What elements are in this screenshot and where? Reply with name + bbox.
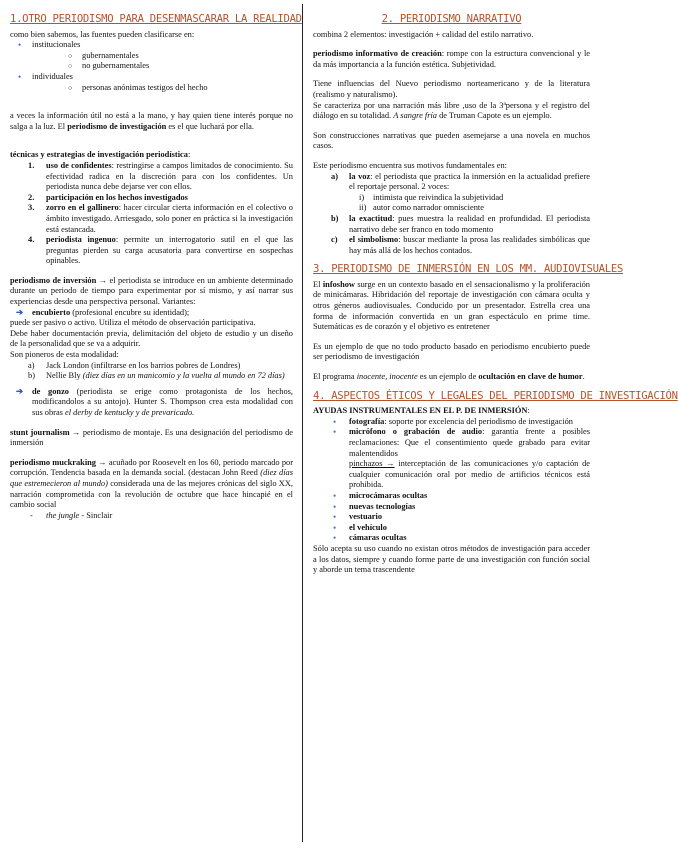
list-item: 1. uso de confidentes: restringirse a campos limitados de conocimiento. Su efectividad radica en la discreción para con los confidentes. Un periodista nunca debe dejarse ver con ellos. [28,160,293,192]
paragraph: combina 2 elementos: investigación + calidad del estilo narrativo. [313,29,534,39]
section-title-1: 1.OTRO PERIODISMO PARA DESENMASCARAR LA REALIDAD [10,13,302,25]
list-item: b) Nellie Bly (diez días en un manicomio y la vuelta al mundo en 72 días) [28,371,285,381]
list-item: • institucionales [10,40,293,51]
aids-heading: AYUDAS INSTRUMENTALES EN EL P. DE INMERSIÓN: [313,406,530,416]
paragraph: Este periodismo encuentra sus motivos fundamentales en: [313,160,507,170]
list-item: i) intimista que reivindica la subjetividad [359,192,504,202]
list-item: • microcámaras ocultas [313,491,590,502]
list-item: 3. zorro en el gallinero: hacer circular cierta información en el colectivo o ámbito investigado. Arriesgado, solo poner en práctica si la investigación está estancada. [28,203,293,234]
paragraph: Son pioneros de esta modalidad: [10,350,119,360]
list-item: • cámaras ocultas [313,533,590,544]
list-item: • micrófono o grabación de audio: garantía frente a posibles reclamaciones: Que el consentimiento quede grabado para evitar malentendidos [313,427,590,459]
section-title-4: 4. ASPECTOS ÉTICOS Y LEGALES DEL PERIODISMO DE INVESTIGACIÓN [313,389,678,402]
paragraph: puede ser pasivo o activo. Utiliza el método de observación participativa. [10,318,256,328]
left-column [10,6,302,521]
paragraph: El infoshow surge en un contexto basado en el sensacionalismo y la proliferación de minicámaras. Hibridación del reportaje de investigación con cámara oculta y otros géneros audiovisuales. Conducido por un presentador. Estrella crea una forma de información convertida en un gran espectáculo en prime time. Sutemáticas es de corazón y el objetivo es entretener [313,279,590,332]
paragraph: Es un ejemplo de que no todo producto basado en periodismo encubierto puede ser periodismo de investigación [313,341,590,362]
list-item: b) la exactitud: pues muestra la realidad en profundidad. El periodista narrativo debe ser franco en todo momento [331,213,591,234]
list-item: c) el simbolismo: buscar mediante la prosa las realidades simbólicas que hay más allá de los hechos contados. [331,235,591,255]
list-item: - the jungle - Sinclair [30,510,113,520]
section-title-3: 3. PERIODISMO DE INMERSIÓN EN LOS MM. AUDIOVISUALES [313,263,623,276]
list-item: ii) autor como narrador omnisciente [359,203,484,213]
list-item: pinchazos → interceptación de las comunicaciones y/o captación de cualquier comunicación oral por medio de artificios técnicos está prohibida. [349,459,590,490]
paragraph: Son construcciones narrativas que pueden asemejarse a una novela en muchos casos. [313,130,590,151]
list-item: • vestuario [313,512,590,523]
right-column [313,6,678,576]
list-item: 2. participación en los hechos investigados [28,192,188,202]
paragraph: periodismo de inversión → el periodista se introduce en un ambiente determinado durante un periodo de tiempo para experimentar por sí mismo, y así narrar sus experiencias desde una perspectiva personal. Variantes: [10,275,293,307]
column-divider [302,4,303,842]
list-item: • nuevas tecnologías [313,502,590,513]
sources-list [10,40,293,93]
arrow-icon: ➔ [16,386,24,396]
paragraph: a veces la información útil no está a la mano, y hay quien tiene interés porque no salga a la luz. El periodismo de investigación es el que luchará por ella. [10,111,293,131]
arrow-icon: ➔ [16,307,24,317]
paragraph: Sólo acepta su uso cuando no existan otros métodos de investigación para acceder a los datos, siempre y cuando forme parte de una investigación con función social y aborde un tema trascendente [313,543,590,575]
paragraph: periodismo muckraking → acuñado por Roosevelt en los 60, periodo marcado por corrupción. Tendencia basada en la demanda social. (destacan John Reed (diez días que estremecieron al mundo) considerada una de las mejores crónicas del siglo XX, narración comprometida con la revolución de octubre que hace hincapié en el cambio social [10,457,293,510]
paragraph: periodismo informativo de creación: rompe con la estructura convencional y le da más importancia a la función estética. Subjetividad. [313,49,590,69]
list-item: • el vehículo [313,523,590,534]
list-item: ➔ encubierto (profesional encubre su identidad); [16,307,190,317]
list-item: ○ gubernamentales [10,51,293,62]
paragraph: El programa inocente, inocente es un ejemplo de ocultación en clave de humor. [313,372,585,382]
list-item: 4. periodista ingenuo: permite un interrogatorio sutil en el que las preguntas pierden su carga acusatoria para convertirse en sospechas opinables. [28,235,293,266]
list-item: ○ personas anónimas testigos del hecho [10,83,293,94]
list-item: • individuales [10,72,293,83]
list-item: • fotografía: soporte por excelencia del periodismo de investigación [313,417,590,428]
techniques-list [10,161,293,267]
paragraph: Se caracteriza por una narración más libre ,uso de la 3ªpersona y el registro del diálogo en su totalidad. A sangre fría de Truman Capote es un ejemplo. [313,100,590,121]
list-item: a) Jack London (infiltrarse en los barrios pobres de Londres) [28,360,241,370]
paragraph: Tiene influencias del Nuevo periodismo norteamericano y de la literatura (realismo y naturalismo). [313,79,590,99]
aids-list [313,417,590,544]
list-item: ○ no gubernamentales [10,61,293,72]
paragraph: stunt journalism → periodismo de montaje. Es una designación del periodismo de inmersión [10,427,293,448]
section-title-2: 2. PERIODISMO NARRATIVO [381,13,522,25]
list-item: a) la voz: el periodista que practica la inmersión en la actualidad prefiere el reportaje personal. 2 voces: [331,171,591,192]
paragraph: Debe haber documentación previa, delimitación del objeto de estudio y un diseño de la personalidad que se va a adquirir. [10,328,293,349]
techniques-heading: técnicas y estrategias de investigación periodística: [10,150,191,160]
sources-intro: como bien sabemos, las fuentes pueden clasificarse en: [10,29,195,39]
list-item: ➔ de gonzo (periodista se erige como protagonista de los hechos, modificandolos a su antojo). Hunter S. Thompson crea esta modalidad con sus obras el derby de kentucky y de prevaricado. [16,386,293,417]
